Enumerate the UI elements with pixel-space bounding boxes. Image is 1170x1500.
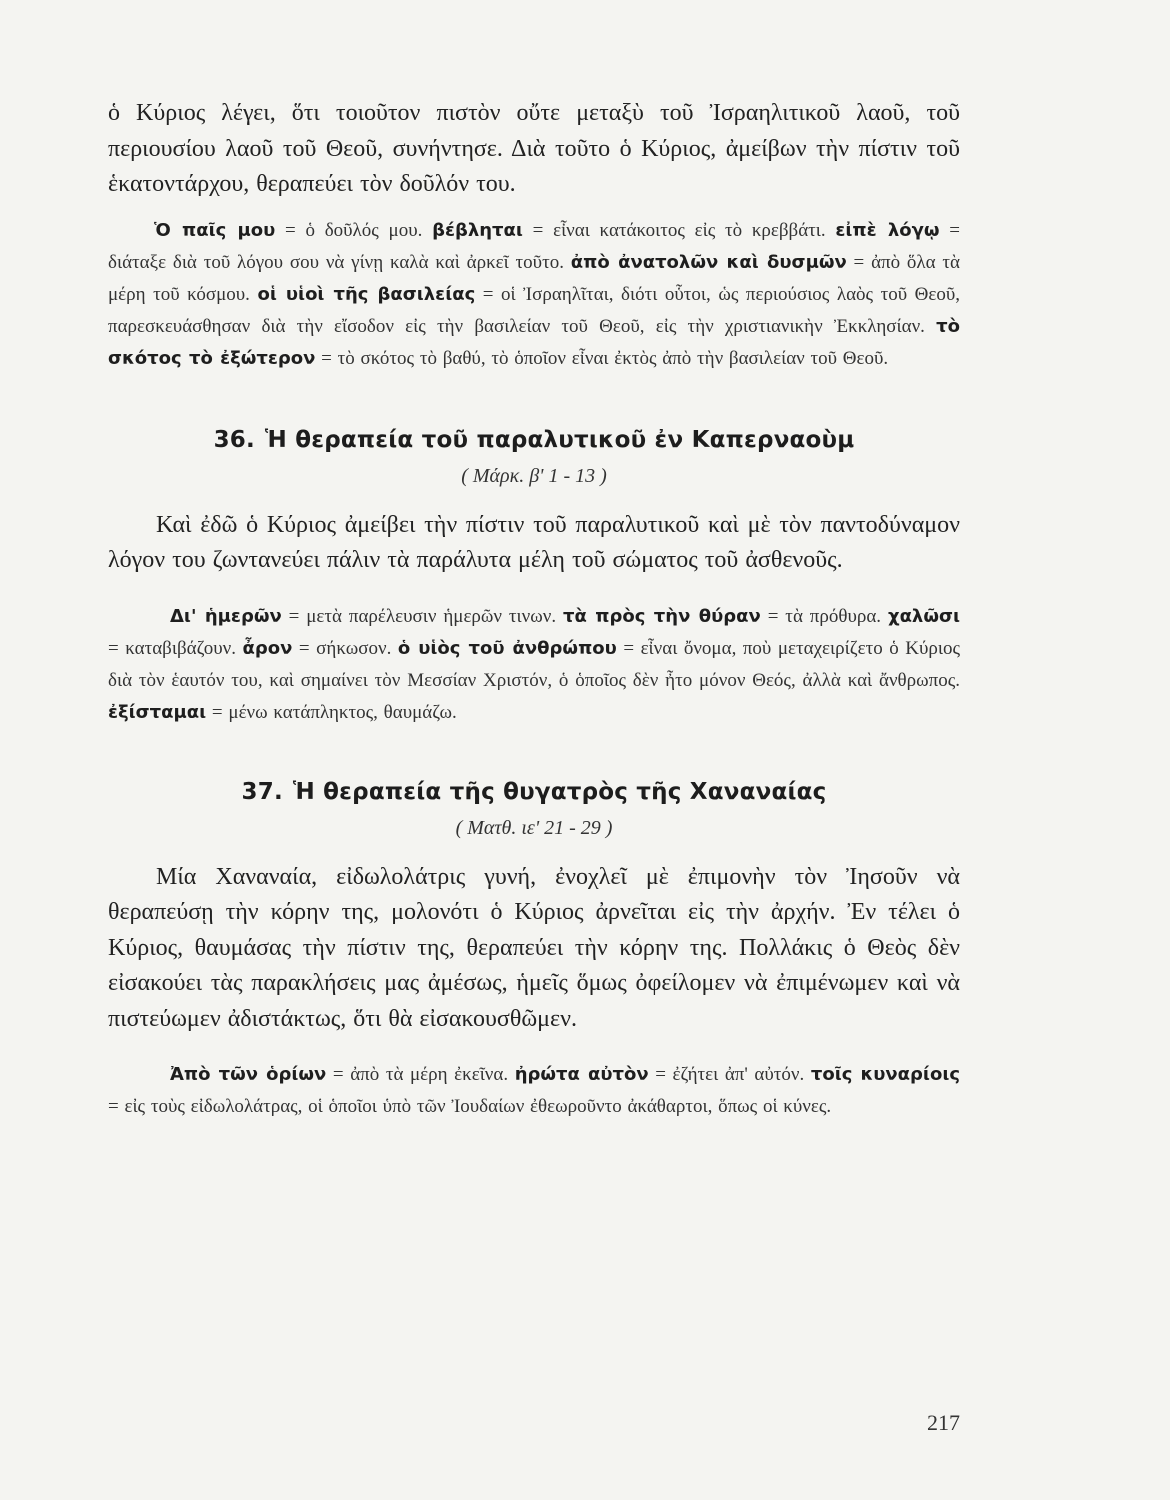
glossary-term: χαλῶσι: [887, 605, 960, 627]
glossary-term: Ὁ παῖς μου: [154, 219, 276, 241]
scripture-reference: ( Ματθ. ιε' 21 - 29 ): [455, 816, 613, 839]
scripture-reference: ( Μάρκ. β' 1 - 13 ): [461, 464, 607, 487]
glossary-definition: = ἀπὸ τὰ μέρη ἐκεῖνα.: [326, 1064, 515, 1085]
glossary-definition: = τὸ σκότος τὸ βαθύ, τὸ ὁποῖον εἶναι ἐκτὸς ἀπὸ τὴν βασιλείαν τοῦ Θεοῦ.: [315, 347, 889, 369]
glossary-term: τὸ σκότος τὸ ἐξώτερον: [108, 315, 960, 369]
glossary-term: Ἀπὸ τῶν ὁρίων: [170, 1064, 327, 1085]
section-number: 36.: [213, 426, 255, 453]
glossary-term: οἱ υἱοὶ τῆς βασιλείας: [257, 283, 476, 305]
glossary-term: ἆρον: [242, 637, 293, 659]
glossary-definition: = διάταξε διὰ τοῦ λόγου σου νὰ γίνῃ καλὰ καὶ ἀρκεῖ τοῦτο.: [108, 219, 960, 273]
glossary-term: Δι' ἡμερῶν: [170, 605, 282, 627]
glossary-term: ἠρώτα αὐτὸν: [514, 1064, 649, 1085]
glossary-definition: = τὰ πρόθυρα.: [760, 605, 888, 627]
glossary-term: ἐξίσταμαι: [108, 701, 207, 723]
glossary-term: τὰ πρὸς τὴν θύραν: [562, 605, 761, 627]
section-37: [108, 779, 960, 1124]
glossary-term: ἀπὸ ἀνατολῶν καὶ δυσμῶν: [570, 251, 847, 273]
section-heading: [108, 427, 960, 453]
section-glossary: [108, 1059, 960, 1123]
glossary-definition: = εἶναι κατάκοιτος εἰς τὸ κρεββάτι.: [522, 219, 836, 241]
section-heading: [108, 779, 960, 805]
page-number: 217: [927, 1410, 960, 1435]
glossary-definition: = οἱ Ἰσραηλῖται, διότι οὗτοι, ὡς περιούσιος λαὸς τοῦ Θεοῦ, παρεσκευάσθησαν διὰ τὴν εἴσοδον εἰς τὴν βασιλείαν τοῦ Θεοῦ, εἰς τὴν χριστιανικὴν Ἐκκλησίαν.: [108, 283, 961, 337]
glossary-definition: = μετὰ παρέλευσιν ἡμερῶν τινων.: [281, 605, 563, 627]
glossary-term: τοῖς κυναρίοις: [810, 1064, 960, 1085]
section-36: [108, 427, 960, 729]
glossary-definition: = ἀπὸ ὅλα τὰ μέρη τοῦ κόσμου.: [108, 251, 960, 305]
section-paragraph: Καὶ ἐδῶ ὁ Κύριος ἀμείβει τὴν πίστιν τοῦ παραλυτικοῦ καὶ μὲ τὸν παντοδύναμον λόγον του ζωντανεύει πάλιν τὰ παράλυτα μέλη τοῦ σώματος τοῦ ἀσθενοῦς.: [108, 511, 960, 573]
section-paragraph: Μία Χαναναία, εἰδωλολάτρις γυνή, ἐνοχλεῖ μὲ ἐπιμονὴν τὸν Ἰησοῦν νὰ θεραπεύσῃ τὴν κόρην της, μολονότι ὁ Κύριος ἀρνεῖται εἰς τὴν ἀρχήν. Ἐν τέλει ὁ Κύριος, θαυμάσας τὴν πίστιν της, θεραπεύει τὴν κόρην της. Πολλάκις ὁ Θεὸς δὲν εἰσακούει τὰς παρακλήσεις μας ἀμέσως, ἡμεῖς ὅμως ὀφείλομεν νὰ ἐπιμένωμεν καὶ νὰ πιστεύωμεν ἀδιστάκτως, ὅτι θὰ εἰσακουσθῶμεν.: [108, 863, 960, 1032]
glossary-definition: = ἐζήτει ἀπ' αὐτόν.: [648, 1064, 811, 1085]
glossary-term: εἰπὲ λόγῳ: [835, 219, 940, 241]
glossary-definition: = εἰς τοὺς εἰδωλολάτρας, οἱ ὁποῖοι ὑπὸ τῶν Ἰουδαίων ἐθεωροῦντο ἀκάθαρτοι, ὅπως οἱ κύνες.: [108, 1096, 832, 1117]
section-title: Ἡ θεραπεία τῆς θυγατρὸς τῆς Χαναναίας: [292, 778, 827, 805]
book-page: [108, 96, 960, 1436]
glossary-definition: = μένω κατάπληκτος, θαυμάζω.: [206, 701, 457, 723]
glossary-definition: = εἶναι ὄνομα, ποὺ μεταχειρίζετο ὁ Κύριος διὰ τὸν ἑαυτόν του, καὶ σημαίνει τὸν Μεσσίαν Χριστόν, ὁ ὁποῖος δὲν ἦτο μόνον Θεός, ἀλλὰ καὶ ἄνθρωπος.: [108, 637, 960, 691]
intro-paragraph: ὁ Κύριος λέγει, ὅτι τοιοῦτον πιστὸν οὔτε μεταξὺ τοῦ Ἰσραηλιτικοῦ λαοῦ, τοῦ περιουσίου λαοῦ τοῦ Θεοῦ, συνήντησε. Διὰ τοῦτο ὁ Κύριος, ἀμείβων τὴν πίστιν τοῦ ἑκατοντάρχου, θεραπεύει τὸν δοῦλόν του.: [108, 100, 960, 197]
glossary-term: ὁ υἱὸς τοῦ ἀνθρώπου: [397, 637, 617, 659]
section-title: Ἡ θεραπεία τοῦ παραλυτικοῦ ἐν Καπερναοὺμ: [264, 426, 855, 453]
section-number: 37.: [241, 778, 283, 805]
section-glossary: [108, 601, 960, 729]
glossary-term: βέβληται: [432, 219, 523, 241]
glossary-definition: = ὁ δοῦλός μου.: [275, 219, 433, 241]
glossary-definition: = σήκωσον.: [292, 637, 398, 659]
intro-glossary: [108, 215, 960, 375]
glossary-definition: = καταβιβάζουν.: [108, 637, 243, 659]
